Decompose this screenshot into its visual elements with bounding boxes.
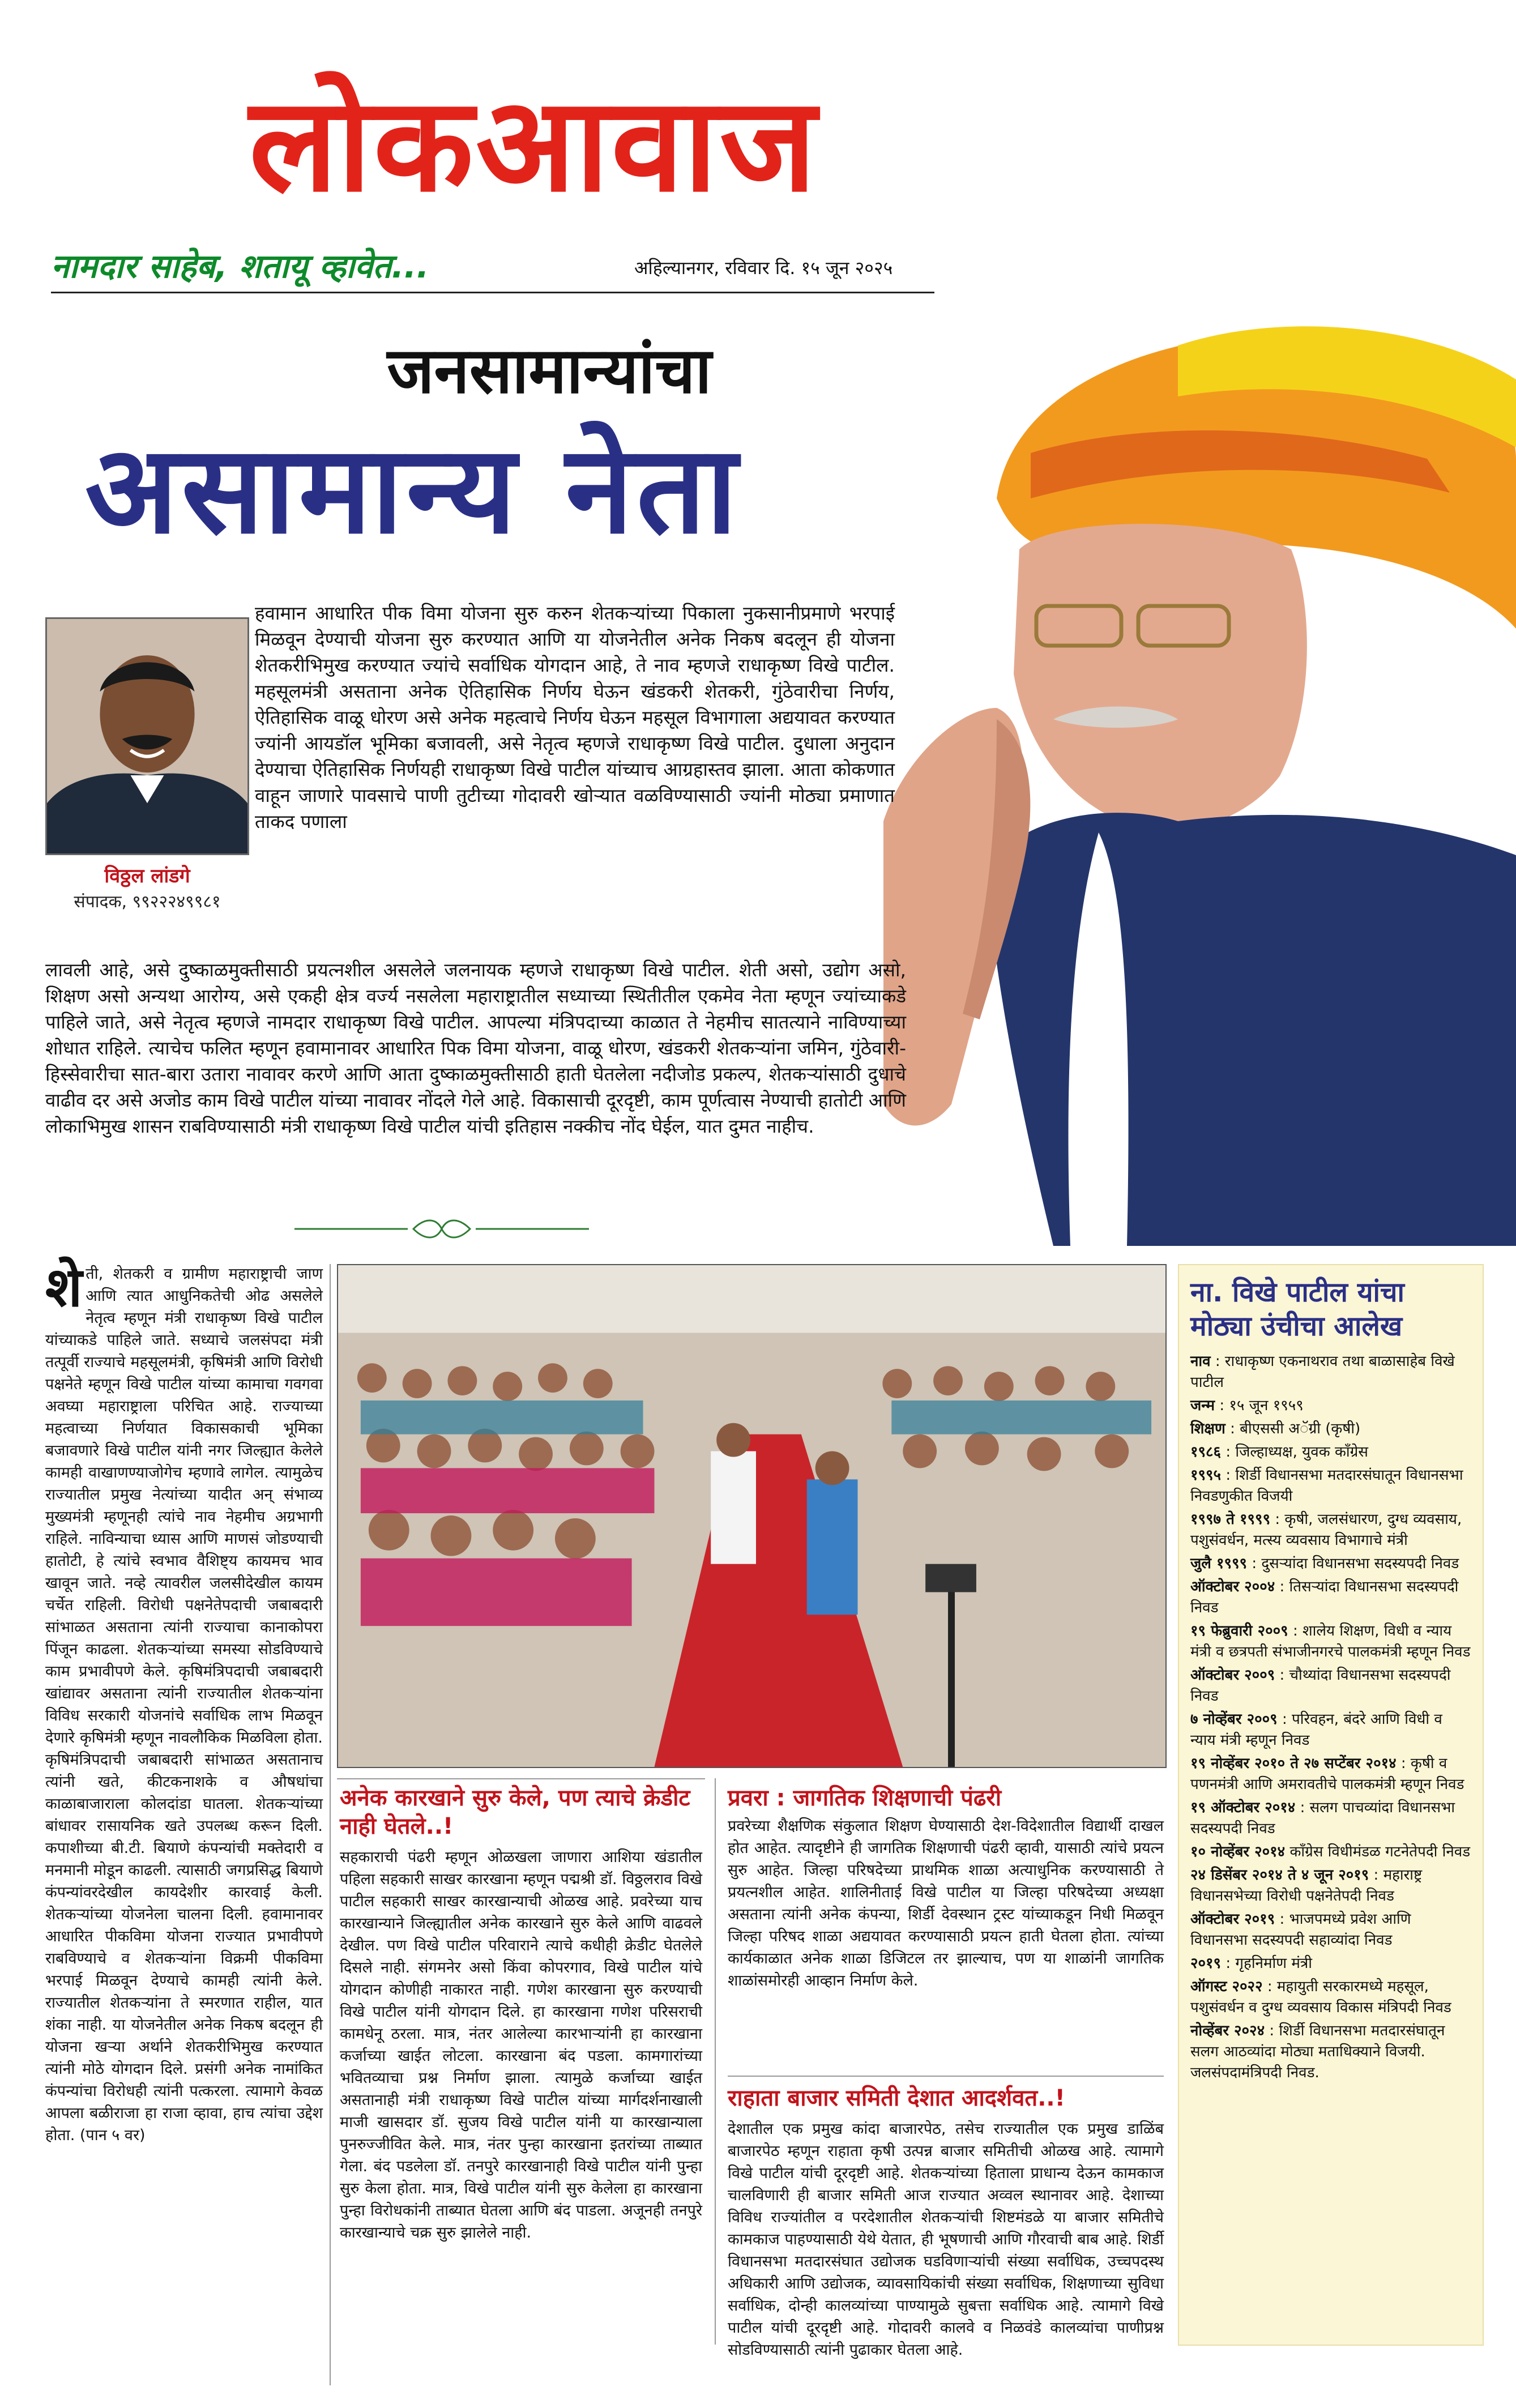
sidebar-entry: १९ नोव्हेंबर २०१० ते २७ सप्टेंबर २०१४ : कृषी व पणनमंत्री आणि अमरावतीचे पालकमंत्री म्हणून निवड (1190, 1755, 1464, 1793)
sidebar-entry: जन्म : १५ जून १९५९ (1190, 1397, 1304, 1414)
sidebar-entry: १९८६ : जिल्हाध्यक्ष, युवक काँग्रेस (1190, 1444, 1368, 1461)
dateline: अहिल्यानगर, रविवार दि. १५ जून २०२५ (634, 257, 893, 279)
hero-photo (883, 311, 1516, 1246)
profile-sidebar (1178, 1264, 1484, 2346)
sidebar-entry: २०१९ : गृहनिर्माण मंत्री (1190, 1955, 1312, 1972)
sidebar-entry: ऑगस्ट २०२२ : महायुती सरकारमध्ये महसूल, पशुसंवर्धन व दुग्ध व्यवसाय विकास मंत्रिपदी निवड (1190, 1978, 1451, 2016)
masthead-title: लोकआवाज (249, 68, 819, 221)
sidebar-entry: ऑक्टोबर २०१९ : भाजपमध्ये प्रवेश आणि विधानसभा सदस्यपदी सहाव्यांदा निवड (1190, 1911, 1411, 1949)
sidebar-entry: ७ नोव्हेंबर २००९ : परिवहन, बंदरे आणि विधी व न्याय मंत्री म्हणून निवड (1190, 1711, 1442, 1749)
tagline: नामदार साहेब, शतायू व्हावेत... (51, 247, 429, 285)
dropcap: शे (45, 1256, 83, 1319)
header-rule (51, 292, 934, 293)
editor-name: विठ्ठल लांडगे (104, 865, 190, 887)
sidebar-entry: जुलै १९९९ : दुसऱ्यांदा विधानसभा सदस्यपदी निवड (1190, 1555, 1459, 1572)
sidebar-entry: १९९७ ते १९९९ : कृषी, जलसंधारण, दुग्ध व्यवसाय, पशुसंवर्धन, मत्स्य व्यवसाय विभागाचे मंत्री (1190, 1511, 1462, 1549)
sidebar-entry: नाव : राधाकृष्ण एकनाथराव तथा बाळासाहेब विखे पाटील (1190, 1353, 1455, 1391)
editor-photo (45, 617, 249, 855)
sidebar-title: ना. विखे पाटील यांचा मोठ्या उंचीचा आलेख (1190, 1276, 1404, 1342)
column-article-text: ती, शेतकरी व ग्रामीण महाराष्ट्राची जाण आणि त्यात आधुनिकतेची ओढ असलेले नेतृत्व म्हणून मंत्री राधाकृष्ण विखे पाटील यांच्याकडे पाहिले जाते. सध्याचे जलसंपदा मंत्री तत्पूर्वी राज्याचे महसूलमंत्री, कृषिमंत्री आणि विरोधी पक्षनेते म्हणून विखे पाटील यांच्या कामाचा गवगवा अवघ्या महाराष्ट्राला परिचित आहे. राज्याच्या महत्वाच्या निर्णयात विकासकाची भूमिका बजावणारे विखे पाटील यांनी नगर जिल्ह्यात केलेले कामही वाखाणण्याजोगेच म्हणावे लागेल. त्यामुळेच राज्यातील प्रमुख नेत्यांच्या यादीत अन् संभाव्य मुख्यमंत्री म्हणूनही त्यांचे नाव नेहमीच अग्रभागी राहिले. नाविन्याचा ध्यास आणि माणसं जोडण्याची हातोटी, हे त्यांचे स्वभाव वैशिष्ट्य कायमच भाव खावून जाते. नव्हे त्यावरील जलसीदेखील कायम चर्चेत राहिली. विरोधी पक्षनेतेपदाची जबाबदारी सांभाळत असताना त्यांनी राज्याचा कानाकोपरा पिंजून काढला. शेतकऱ्यांच्या समस्या सोडविण्याचे काम प्रभावीपणे केले. कृषिमंत्रिपदाची जबाबदारी खांद्यावर असताना त्यांनी राज्यातील शेतकऱ्यांना विविध सरकारी योजनांचे सर्वाधिक लाभ मिळवून देणारे कृषिमंत्री म्हणून नावलौकिक मिळविला होता. कृषिमंत्रिपदाची जबाबदारी सांभाळत असतानाच त्यांनी खते, कीटकनाशके व औषधांचा काळाबाजाराला कोलदांडा घातला. शेतकऱ्यांच्या बांधावर रासायनिक खते उपलब्ध करून दिली. कपाशीच्या बी.टी. बियाणे कंपन्यांची मक्तेदारी व मनमानी मोडून काढली. त्यासाठी जगप्रसिद्ध बियाणे कंपन्यांवरदेखील कायदेशीर कारवाई केली. शेतकऱ्यांच्या योजनेला चालना दिली. हवामानावर आधारित पीकविमा योजना राज्यात प्रभावीपणे राबविण्याचे व शेतकऱ्यांना विक्रमी पीकविमा भरपाई मिळवून देण्याचे कामही त्यांनी केले. राज्यातील शेतकऱ्यांना ते स्मरणात राहील, यात शंका नाही. या योजनेतील अनेक निकष बदलून ही योजना खऱ्या अर्थाने शेतकरीभिमुख करण्यात त्यांनी मोठे योगदान दिले. प्रसंगी अनेक नामांकित कंपन्यांचा विरोधही त्यांनी पत्करला. त्यामागे केवळ आपला बळीराजा हा राजा व्हावा, हाच त्यांचा उद्देश होता. (पान ५ वर) (45, 1265, 323, 2144)
sidebar-entry: १९९५ : शिर्डी विधानसभा मतदारसंघातून विधानसभा निवडणुकीत विजयी (1190, 1467, 1463, 1505)
sidebar-entry: १९ फेब्रुवारी २००९ : शालेय शिक्षण, विधी व न्याय मंत्री व छत्रपती संभाजीनगरचे पालकमंत्री म्हणून निवड (1190, 1623, 1471, 1660)
sidebar-entry: शिक्षण : बीएससी अॅग्री (कृषी) (1190, 1420, 1361, 1437)
box-divider (715, 1778, 716, 2345)
box-market-heading: राहाता बाजार समिती देशात आदर्शवत..! (728, 2085, 1065, 2111)
box-factories-rule (337, 1778, 705, 1779)
box-factories-heading: अनेक कारखाने सुरु केले, पण त्याचे क्रेडीट नाही घेतले..! (340, 1785, 690, 1839)
box-pravara-body: प्रवरेच्या शैक्षणिक संकुलात शिक्षण घेण्यासाठी देश-विदेशातील विद्यार्थी दाखल होत आहेत. त्यादृष्टीने ही जागतिक शिक्षणाची पंढरी व्हावी, यासाठी त्यांचे प्रयत्न सुरु आहेत. जिल्हा परिषदेच्या प्राथमिक शाळा अत्याधुनिक करण्यासाठी ते प्रयत्नशील आहेत. शालिनीताई विखे पाटील या जिल्हा परिषदेच्या अध्यक्षा असताना त्यांनी अनेक कंपन्या, शिर्डी देवस्थान ट्रस्ट यांच्याकडून निधी मिळवून जिल्हा परिषद शाळा अद्ययावत करण्यासाठी प्रयत्न हाती घेतला होता. त्यांच्या कार्यकाळात अनेक शाळा डिजिटल तर झाल्याच, पण या शाळांनी जागतिक शाळांसमोरही आव्हान निर्माण केले. (728, 1817, 1164, 1989)
column-divider (330, 1264, 331, 2385)
box-factories-body: सहकाराची पंढरी म्हणून ओळखला जाणारा आशिया खंडातील पहिला सहकारी साखर कारखाना म्हणून पद्मश्री डॉ. विठ्ठलराव विखे पाटील सहकारी साखर कारखान्याची ओळख आहे. प्रवरेच्या याच कारखान्याने जिल्ह्यातील अनेक कारखाने सुरु केले आणि वाढवले देखील. पण विखे पाटील परिवाराने त्याचे कधीही क्रेडीट घेतलेले दिसले नाही. संगमनेर असो किंवा कोपरगाव, विखे पाटील यांचे योगदान कोणीही नाकारत नाही. गणेश कारखाना सुरु करण्याची विखे पाटील यांनी योगदान दिले. हा कारखाना गणेश परिसराची कामधेनू ठरला. मात्र, नंतर आलेल्या कारभाऱ्यांनी हा कारखाना कर्जाच्या खाईत लोटला. कारखाना बंद पडला. कामगारांच्या भवितव्याचा प्रश्न निर्माण झाला. त्यामुळे कर्जाच्या खाईत असतानाही मंत्री राधाकृष्ण विखे पाटील यांच्या मार्गदर्शनाखाली माजी खासदार डॉ. सुजय विखे पाटील यांनी या कारखान्याला पुनरुज्जीवित केले. मात्र, नंतर पुन्हा कारखाना इतरांच्या ताब्यात गेला. बंद पडलेला डॉ. तनपुरे कारखानाही विखे पाटील यांनी पुन्हा सुरु केला होता. मात्र, विखे पाटील यांनी सुरु केलेला हा कारखाना पुन्हा विरोधकांनी ताब्यात घेतला आणि बंद पाडला. अजूनही तनपुरे कारखान्याचे चक्र सुरु झालेले नाही. (340, 1848, 702, 2242)
sidebar-entry: २४ डिसेंबर २०१४ ते ४ जून २०१९ : महाराष्ट्र विधानसभेच्या विरोधी पक्षनेतेपदी निवड (1190, 1867, 1423, 1905)
sidebar-entry: ऑक्टोबर २००९ : चौथ्यांदा विधानसभा सदस्यपदी निवड (1190, 1667, 1451, 1705)
editor-role: संपादक, ९९२२२४९९८१ (74, 892, 221, 912)
sidebar-entry: नोव्हेंबर २०२४ : शिर्डी विधानसभा मतदारसंघातून सलग आठव्यांदा मोठ्या मताधिक्याने विजयी. जलसंपदामंत्रिपदी निवड. (1190, 2022, 1445, 2081)
box-market-rule (728, 2076, 1164, 2077)
ornament-divider (294, 1218, 589, 1240)
crowd-photo (337, 1264, 1167, 1768)
box-pravara-heading: प्रवरा : जागतिक शिक्षणाची पंढरी (728, 1785, 1002, 1811)
lead-paragraph-2: लावली आहे, असे दुष्काळमुक्तीसाठी प्रयत्नशील असलेले जलनायक म्हणजे राधाकृष्ण विखे पाटील. शेती असो, उद्योग असो, शिक्षण असो अन्यथा आरोग्य, असे एकही क्षेत्र वर्ज्य नसलेला महाराष्ट्रातील सध्याच्या स्थितीतील एकमेव नेता म्हणून ज्यांच्याकडे पाहिले जाते, असे नेतृत्व म्हणजे नामदार राधाकृष्ण विखे पाटील. आपल्या मंत्रिपदाच्या काळात ते नेहमीच सातत्याने नाविण्याच्या शोधात राहिले. त्याचेच फलित म्हणून हवामानावर आधारित पिक विमा योजना, वाळू धोरण, खंडकरी शेतकऱ्यांना जमिन, गुंठेवारी-हिस्सेवारीचा सात-बारा उतारा नावावर करणे आणि आता दुष्काळमुक्तीसाठी हाती घेतलेला नदीजोड प्रकल्प, शेतकऱ्यांसाठी दुधाचे वाढीव दर असे अजोड काम विखे पाटील यांच्या नावावर नोंदले गेले आहे. विकासाची दूरदृष्टी, काम पूर्णत्वास नेण्याची हातोटी आणि लोकाभिमुख शासन राबविण्यासाठी मंत्री राधाकृष्ण विखे पाटील यांची इतिहास नक्कीच नोंद घेईल, यात दुमत नाहीच. (45, 959, 906, 1137)
sidebar-entry: १० नोव्हेंबर २०१४ काँग्रेस विधीमंडळ गटनेतेपदी निवड (1190, 1843, 1471, 1860)
lead-paragraph-1: हवामान आधारित पीक विमा योजना सुरु करुन शेतकऱ्यांच्या पिकाला नुकसानीप्रमाणे भरपाई मिळवून देण्याची योजना सुरु करण्यात आणि या योजनेतील अनेक निकष बदलून ही योजना शेतकरीभिमुख करण्यात ज्यांचे सर्वाधिक योगदान आहे, ते नाव म्हणजे राधाकृष्ण विखे पाटील. महसूलमंत्री असताना अनेक ऐतिहासिक निर्णय घेऊन खंडकरी शेतकरी, गुंठेवारीचा निर्णय, ऐतिहासिक वाळू धोरण असे अनेक महत्वाचे निर्णय घेऊन महसूल विभागाला अद्ययावत करण्यात ज्यांनी आयडॉल भूमिका बजावली, असे नेतृत्व म्हणजे राधाकृष्ण विखे पाटील. दुधाला अनुदान देण्याचा ऐतिहासिक निर्णयही राधाकृष्ण विखे पाटील यांच्याच आग्रहास्तव झाला. आता कोकणात वाहून जाणारे पावसाचे पाणी तुटीच्या गोदावरी खोऱ्यात वळविण्यासाठी ज्यांनी मोठ्या प्रमाणात ताकद पणाला (255, 602, 895, 832)
feature-kicker: जनसामान्यांचा (387, 334, 712, 408)
box-market-body: देशातील एक प्रमुख कांदा बाजारपेठ, तसेच राज्यातील एक प्रमुख डाळिंब बाजारपेठ म्हणून राहाता कृषी उत्पन्न बाजार समितीची ओळख आहे. त्यामागे विखे पाटील यांची दूरदृष्टी आहे. शेतकऱ्यांच्या हिताला प्राधान्य देऊन कामकाज चालविणारी ही बाजार समिती आज राज्यात अव्वल स्थानावर आहे. देशाच्या विविध राज्यांतील व परदेशातील शेतकऱ्यांची शिष्टमंडळे या बाजार समितीचे कामकाज पाहण्यासाठी येथे येतात, ही भूषणाची आणि गौरवाची बाब आहे. शिर्डी विधानसभा मतदारसंघात उद्योजक घडविणाऱ्यांची संख्या सर्वाधिक, उच्चपदस्थ अधिकारी आणि उद्योजक, व्यावसायिकांची संख्या सर्वाधिक, शिक्षणाच्या सुविधा सर्वाधिक, दोन्ही कालव्यांच्या पाण्यामुळे सुबत्ता सर्वाधिक आहे. त्यामागे विखे पाटील यांची दूरदृष्टी आहे. गोदावरी कालवे व निळवंडे कालव्यांचा पाणीप्रश्न सोडविण्यासाठी त्यांनी पुढाकार घेतला आहे. (728, 2120, 1164, 2359)
sidebar-entry: १९ ऑक्टोबर २०१४ : सलग पाचव्यांदा विधानसभा सदस्यपदी निवड (1190, 1799, 1455, 1837)
feature-headline: असामान्य नेता (85, 419, 741, 561)
column-article (45, 1256, 323, 2384)
sidebar-entry: ऑक्टोबर २००४ : तिसऱ्यांदा विधानसभा सदस्यपदी निवड (1190, 1578, 1459, 1616)
